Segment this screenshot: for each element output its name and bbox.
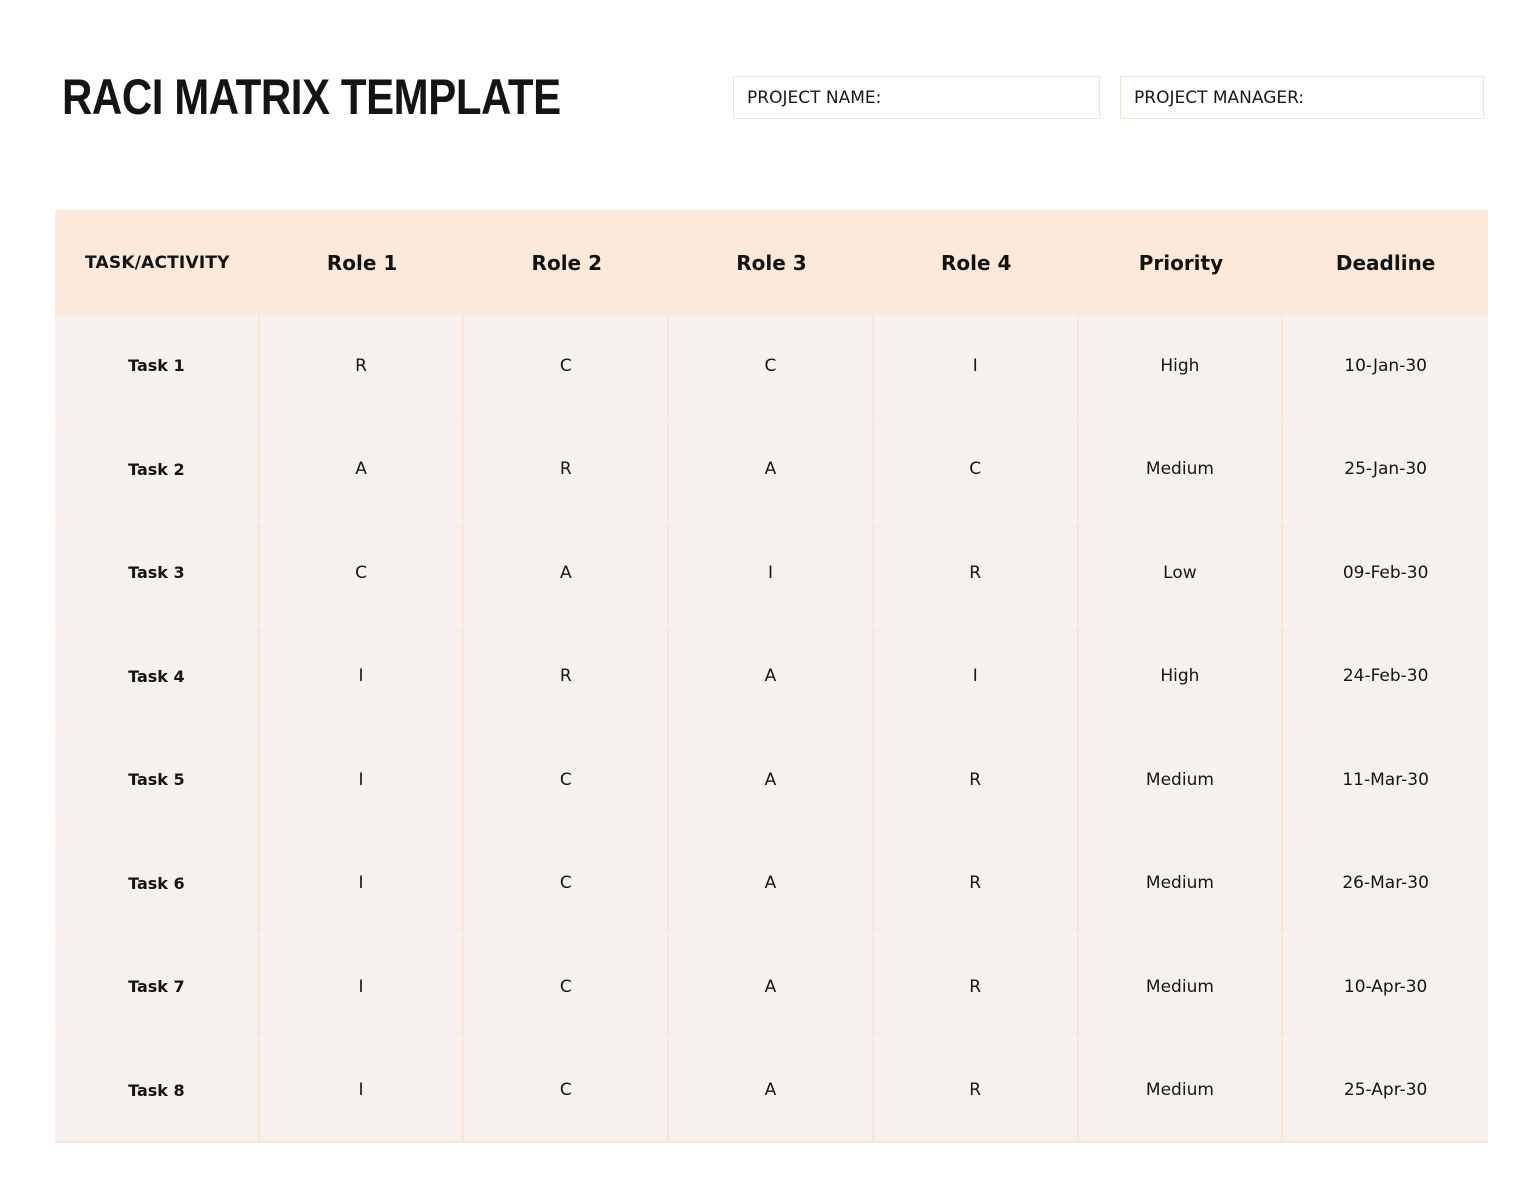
role-4-cell: R (874, 936, 1079, 1038)
raci-table (55, 210, 1488, 1143)
priority-cell: Medium (1079, 1040, 1284, 1142)
table-row (55, 626, 1488, 730)
role-1-cell: I (260, 729, 465, 831)
task-cell: Task 1 (55, 315, 260, 417)
role-4-cell: I (874, 315, 1079, 417)
deadline-cell: 09-Feb-30 (1342, 562, 1429, 583)
table-row (55, 833, 1488, 937)
deadline-cell: 10-Jan-30 (1344, 355, 1427, 376)
table-row (55, 315, 1488, 419)
task-cell: Task 6 (55, 833, 260, 935)
table-row (55, 1040, 1488, 1144)
table-row (55, 419, 1488, 523)
task-cell: Task 2 (55, 419, 260, 521)
role-3-cell: A (669, 833, 874, 935)
column-header-role-2: Role 2 (531, 250, 602, 275)
project-manager-field[interactable] (1120, 76, 1484, 119)
raci-table-body (55, 315, 1488, 1143)
role-1-cell: I (260, 936, 465, 1038)
role-1-cell: A (260, 419, 465, 521)
priority-cell: Medium (1079, 936, 1284, 1038)
priority-cell: High (1079, 315, 1284, 417)
role-4-cell: R (874, 833, 1079, 935)
role-4-cell: R (874, 729, 1079, 831)
deadline-cell: 26-Mar-30 (1342, 873, 1429, 894)
role-1-cell: I (260, 626, 465, 728)
role-1-cell: I (260, 1040, 465, 1142)
task-cell: Task 5 (55, 729, 260, 831)
role-1-cell: R (260, 315, 465, 417)
role-4-cell: I (874, 626, 1079, 728)
role-2-cell: A (464, 522, 669, 624)
column-header-task-activity: TASK/ACTIVITY (85, 252, 230, 273)
project-name-label: PROJECT NAME: (747, 87, 882, 108)
table-row (55, 936, 1488, 1040)
project-manager-label: PROJECT MANAGER: (1134, 87, 1305, 108)
role-3-cell: A (669, 729, 874, 831)
deadline-cell: 10-Apr-30 (1343, 976, 1428, 997)
task-cell: Task 3 (55, 522, 260, 624)
task-cell: Task 8 (55, 1040, 260, 1142)
deadline-cell: 11-Mar-30 (1342, 769, 1429, 790)
role-4-cell: C (874, 419, 1079, 521)
role-3-cell: A (669, 626, 874, 728)
role-3-cell: C (669, 315, 874, 417)
role-1-cell: C (260, 522, 465, 624)
column-header-deadline: Deadline (1335, 250, 1436, 275)
table-header-row (55, 210, 1488, 315)
task-cell: Task 4 (55, 626, 260, 728)
column-header-role-1: Role 1 (326, 250, 398, 275)
role-2-cell: C (464, 833, 669, 935)
column-header-role-3: Role 3 (736, 250, 807, 275)
project-name-field[interactable] (733, 76, 1100, 119)
role-2-cell: C (464, 315, 669, 417)
priority-cell: High (1079, 626, 1284, 728)
role-3-cell: A (669, 1040, 874, 1142)
column-header-priority: Priority (1138, 250, 1224, 275)
priority-cell: Medium (1079, 833, 1284, 935)
role-3-cell: I (669, 522, 874, 624)
priority-cell: Medium (1079, 419, 1284, 521)
deadline-cell: 24-Feb-30 (1342, 666, 1429, 687)
role-2-cell: C (464, 936, 669, 1038)
role-4-cell: R (874, 522, 1079, 624)
priority-cell: Medium (1079, 729, 1284, 831)
role-2-cell: R (464, 419, 669, 521)
role-2-cell: R (464, 626, 669, 728)
deadline-cell: 25-Jan-30 (1344, 459, 1427, 480)
priority-cell: Low (1079, 522, 1284, 624)
role-2-cell: C (464, 1040, 669, 1142)
role-3-cell: A (669, 419, 874, 521)
task-cell: Task 7 (55, 936, 260, 1038)
column-header-role-4: Role 4 (940, 250, 1012, 275)
role-4-cell: R (874, 1040, 1079, 1142)
page-title: RACI MATRIX TEMPLATE (62, 69, 561, 125)
table-row (55, 522, 1488, 626)
deadline-cell: 25-Apr-30 (1343, 1080, 1428, 1101)
role-3-cell: A (669, 936, 874, 1038)
table-row (55, 729, 1488, 833)
role-2-cell: C (464, 729, 669, 831)
role-1-cell: I (260, 833, 465, 935)
